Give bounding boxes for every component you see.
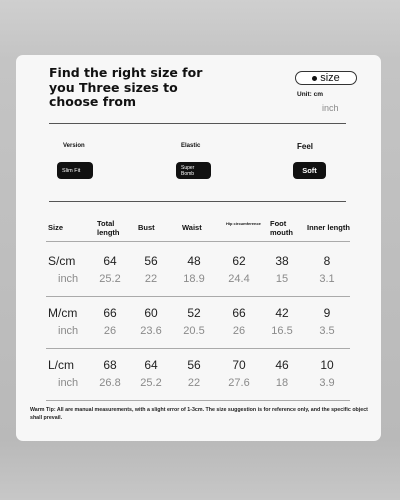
table-cell: 60 [144, 306, 158, 320]
table-cell: 10 [320, 358, 334, 372]
size-badge [295, 71, 357, 85]
table-cell: 52 [187, 306, 201, 320]
col-header-size: Size [48, 223, 64, 232]
table-cell: 56 [144, 254, 158, 268]
col-header-inner-length: Inner length [307, 223, 350, 232]
divider [46, 348, 350, 349]
unit-label: inch [58, 325, 79, 337]
size-label: M/cm [48, 306, 78, 320]
unit-label: inch [58, 377, 79, 389]
warm-tip: Warm Tip: All are manual measurements, with a slight error of 1-3cm. The size suggestion is for reference only, and the specific object shall prevail. [30, 407, 368, 421]
col-header-foot-mouth: Foot mouth [270, 219, 293, 237]
col-header-waist: Waist [182, 223, 202, 232]
table-cell: 8 [323, 254, 331, 268]
table-cell: 42 [275, 306, 289, 320]
table-cell: 48 [187, 254, 201, 268]
table-cell: 25.2 [140, 377, 162, 389]
elastic-chip: Super Bomb [176, 162, 211, 179]
table-cell: 3.1 [319, 273, 335, 285]
table-cell: 70 [232, 358, 246, 372]
divider [49, 123, 346, 124]
table-cell: 3.5 [319, 325, 335, 337]
table-cell: 15 [275, 273, 289, 285]
version-label: Version [63, 143, 85, 149]
table-cell: 16.5 [271, 325, 293, 337]
size-badge-label: size [320, 72, 340, 84]
feel-chip: Soft [293, 162, 326, 179]
dot-icon [312, 76, 317, 81]
table-cell: 9 [323, 306, 331, 320]
inch-label: inch [322, 103, 339, 113]
table-cell: 25.2 [99, 273, 121, 285]
feel-label: Feel [297, 142, 314, 151]
divider [49, 201, 346, 202]
divider [46, 241, 350, 242]
table-cell: 26.8 [99, 377, 121, 389]
table-cell: 23.6 [140, 325, 162, 337]
size-label: S/cm [48, 254, 76, 268]
divider [46, 400, 350, 401]
table-cell: 62 [232, 254, 246, 268]
table-cell: 68 [103, 358, 117, 372]
table-cell: 56 [187, 358, 201, 372]
table-cell: 22 [144, 273, 158, 285]
table-cell: 66 [103, 306, 117, 320]
divider [46, 296, 350, 297]
table-cell: 3.9 [319, 377, 335, 389]
size-chart-card [16, 55, 381, 441]
table-cell: 38 [275, 254, 289, 268]
table-cell: 22 [187, 377, 201, 389]
table-cell: 18.9 [183, 273, 205, 285]
table-cell: 27.6 [228, 377, 250, 389]
table-cell: 64 [144, 358, 158, 372]
elastic-label: Elastic [181, 143, 201, 149]
col-header-hip: Hip circumference [226, 221, 261, 226]
table-cell: 26 [232, 325, 246, 337]
col-header-bust: Bust [138, 223, 155, 232]
col-header-total-length: Total length [97, 219, 120, 237]
table-cell: 46 [275, 358, 289, 372]
page-title: Find the right size for you Three sizes to choose from [49, 65, 203, 109]
unit-label: Unit: cm [297, 91, 323, 98]
table-cell: 64 [103, 254, 117, 268]
version-chip: Slim Fit [57, 162, 93, 179]
unit-label: inch [58, 273, 79, 285]
table-cell: 20.5 [183, 325, 205, 337]
table-cell: 66 [232, 306, 246, 320]
table-cell: 18 [275, 377, 289, 389]
size-label: L/cm [48, 358, 75, 372]
table-cell: 26 [103, 325, 117, 337]
table-cell: 24.4 [228, 273, 250, 285]
